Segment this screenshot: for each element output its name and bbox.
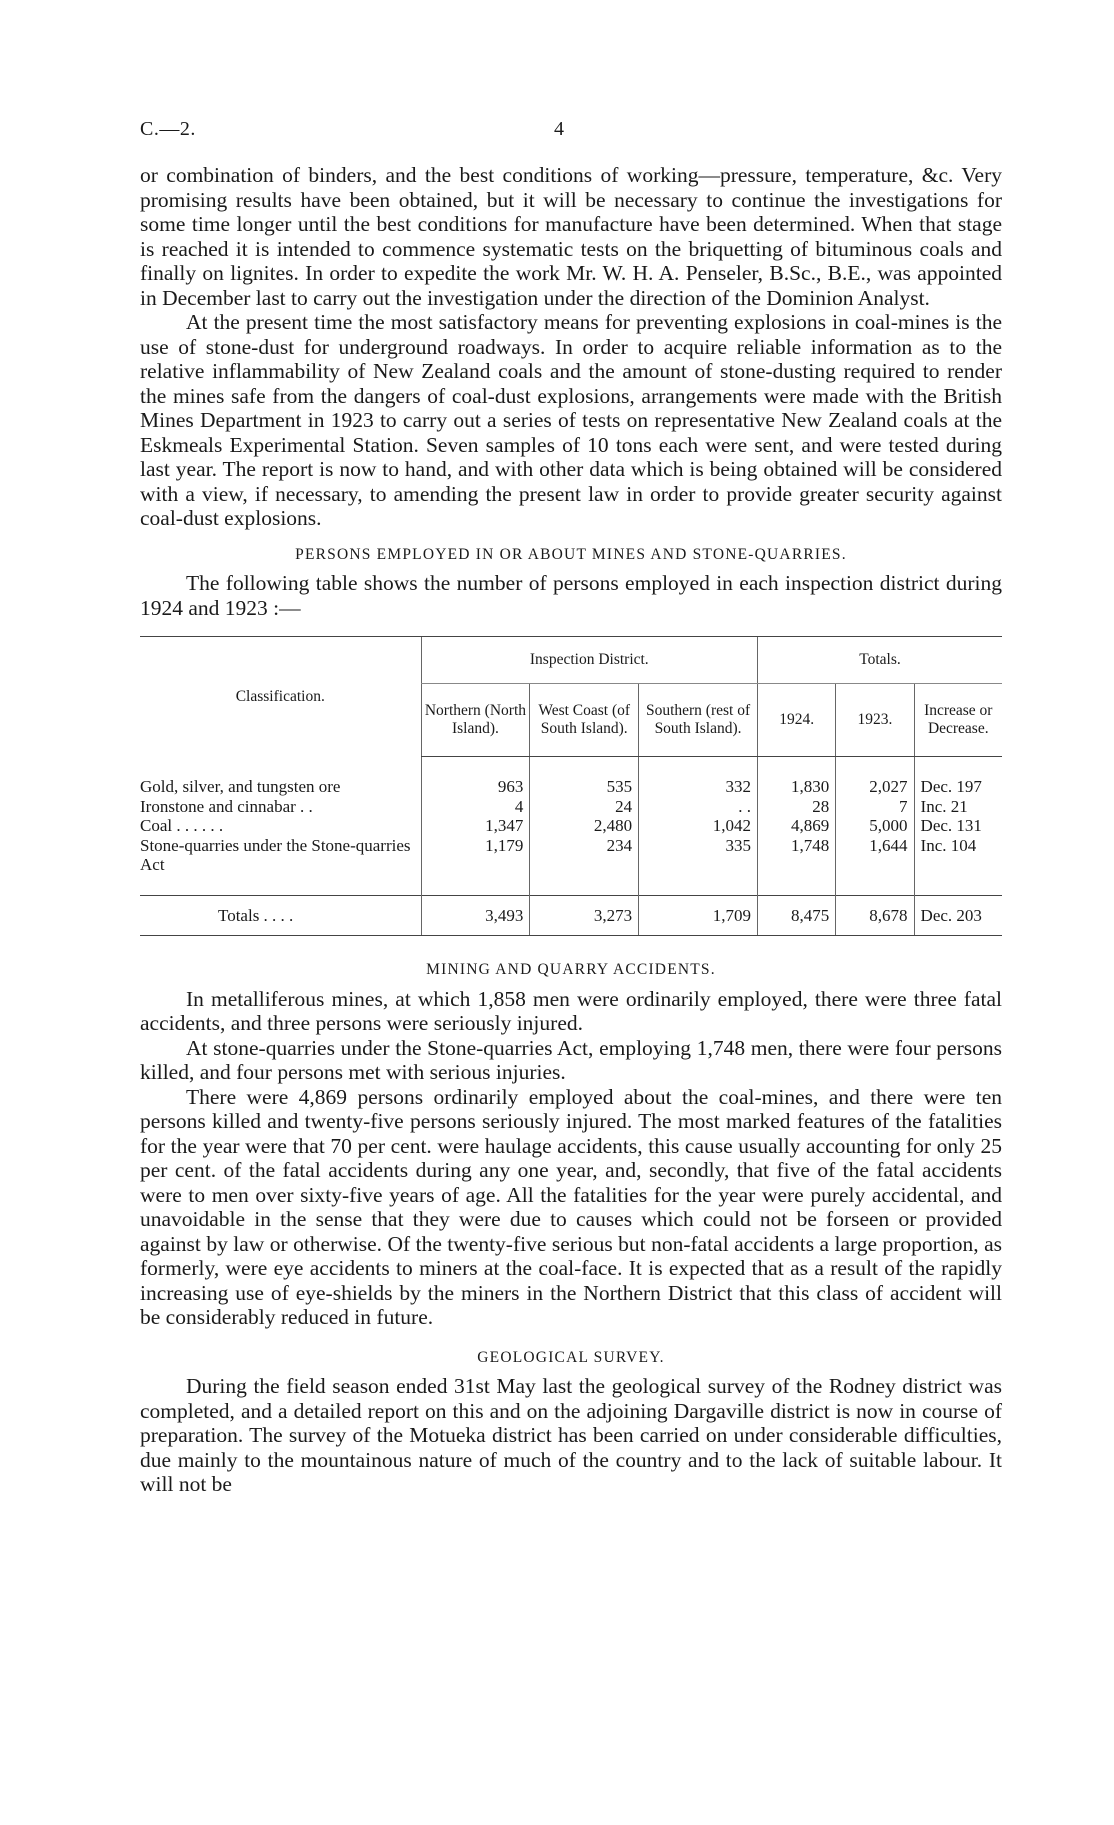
row-1924: 1,830 <box>758 757 836 797</box>
totals-west-coast: 3,273 <box>530 895 639 936</box>
page-number: 4 <box>554 118 565 140</box>
row-1924: 1,748 <box>758 836 836 896</box>
row-1923: 1,644 <box>836 836 914 896</box>
accidents-paragraph-3: There were 4,869 persons ordinarily employed about the coal-mines, and there were ten persons killed and twenty-five persons seriously injured. The most marked features of the fatalities for the year were that 70 per cent. were haulage accidents, this cause usually accounting for only 25 per cent. of the fatal accidents during any one year, and, secondly, that five of the fatal accidents were to men over sixty-five years of age. All the fatalities for the year were purely accidental, and unavoidable in the sense that they were due to causes which could not be forseen or provided against by law or otherwise. Of the twenty-five serious but non-fatal accidents a large proportion, as formerly, were eye accidents to miners at the coal-face. It is expected that as a result of the rapidly increasing use of eye-shields by the miners in the Northern District that this class of accident will be considerably reduced in future. <box>140 1084 1002 1329</box>
totals-1924: 8,475 <box>758 895 836 936</box>
row-classification: Stone-quarries under the Stone-quarries Act <box>140 835 411 874</box>
row-northern: 963 <box>421 757 530 797</box>
intro-paragraph-1: or combination of binders, and the best conditions of working—pressure, temperature, &c. Very promising results have been obtained, but it will be necessary to continue the investigations for some time longer until the best conditions for manufacture have been determined. When that stage is reached it is intended to commence systematic tests on the briquetting of bituminous coals and finally on lignites. In order to expedite the work Mr. W. H. A. Penseler, B.Sc., B.E., was appointed in December last to carry out the investigation under the direction of the Dominion Analyst. <box>140 163 1002 310</box>
year-1924-column-header: 1924. <box>758 684 836 757</box>
inspection-district-header: Inspection District. <box>421 637 757 684</box>
table-row <box>140 816 1002 836</box>
row-southern: 335 <box>639 836 758 896</box>
row-northern: 4 <box>421 797 530 817</box>
row-southern: 1,042 <box>639 816 758 836</box>
row-change: Dec. 197 <box>914 757 1002 797</box>
row-classification: Ironstone and cinnabar . . <box>140 796 313 816</box>
year-1923-column-header: 1923. <box>836 684 914 757</box>
table-row <box>140 797 1002 817</box>
row-change: Inc. 21 <box>914 797 1002 817</box>
intro-paragraph-2: At the present time the most satisfactory means for preventing explosions in coal-mines is the use of stone-dust for underground roadways. In order to acquire reliable information as to the relative inflammability of New Zealand coals and the amount of stone-dusting required to render the mines safe from the dangers of coal-dust explosions, arrangements were made with the British Mines Department in 1923 to carry out a series of tests on representative New Zealand coals at the Eskmeals Experimental Station. Seven samples of 10 tons each were sent, and were tested during last year. The report is now to hand, and with other data which is being obtained will be considered with a view, if necessary, to amending the present law in order to provide greater security against coal-dust explosions. <box>140 310 1002 530</box>
row-west-coast: 234 <box>530 836 639 896</box>
row-southern: . . <box>639 797 758 817</box>
southern-column-header: Southern (rest of South Island). <box>639 684 758 757</box>
row-change: Inc. 104 <box>914 836 1002 896</box>
row-northern: 1,179 <box>421 836 530 896</box>
row-classification: Gold, silver, and tungsten ore <box>140 776 341 796</box>
totals-change: Dec. 203 <box>914 895 1002 936</box>
totals-label: Totals . . . . <box>140 895 421 936</box>
geological-survey-paragraph: During the field season ended 31st May last the geological survey of the Rodney district was completed, and a detailed report on this and on the adjoining Dargaville district is now in course of preparation. The survey of the Motueka district has been carried on under considerable difficulties, due mainly to the mountainous nature of much of the country and to the lack of suitable labour. It will not be <box>140 1374 1002 1496</box>
classification-header: Classification. <box>140 637 421 757</box>
accidents-heading: MINING AND QUARRY ACCIDENTS. <box>426 961 716 978</box>
row-west-coast: 2,480 <box>530 816 639 836</box>
totals-southern: 1,709 <box>639 895 758 936</box>
table-row <box>140 836 1002 896</box>
totals-1923: 8,678 <box>836 895 914 936</box>
row-1923: 2,027 <box>836 757 914 797</box>
row-northern: 1,347 <box>421 816 530 836</box>
row-classification: Coal . . . . . . <box>140 816 224 835</box>
totals-northern: 3,493 <box>421 895 530 936</box>
accidents-paragraph-2: At stone-quarries under the Stone-quarries Act, employing 1,748 men, there were four persons killed, and four persons met with serious injuries. <box>140 1035 1002 1084</box>
change-column-header: Increase or Decrease. <box>914 684 1002 757</box>
northern-column-header: Northern (North Island). <box>421 684 530 757</box>
totals-row <box>140 895 1002 936</box>
row-1924: 28 <box>758 797 836 817</box>
persons-employed-table <box>140 636 1002 936</box>
row-west-coast: 535 <box>530 757 639 797</box>
row-west-coast: 24 <box>530 797 639 817</box>
west-coast-column-header: West Coast (of South Island). <box>530 684 639 757</box>
row-1924: 4,869 <box>758 816 836 836</box>
row-1923: 7 <box>836 797 914 817</box>
accidents-paragraph-1: In metalliferous mines, at which 1,858 men were ordinarily employed, there were three fatal accidents, and three persons were seriously injured. <box>140 986 1002 1035</box>
row-change: Dec. 131 <box>914 816 1002 836</box>
row-1923: 5,000 <box>836 816 914 836</box>
row-southern: 332 <box>639 757 758 797</box>
persons-employed-intro: The following table shows the number of persons employed in each inspection district during 1924 and 1923 :— <box>140 571 1002 620</box>
totals-group-header: Totals. <box>758 637 1002 684</box>
table-row <box>140 757 1002 797</box>
document-reference: C.—2. <box>140 118 196 140</box>
persons-employed-heading: PERSONS EMPLOYED IN OR ABOUT MINES AND STONE-QUARRIES. <box>295 545 847 563</box>
page-body <box>140 163 1002 1497</box>
geological-survey-heading: GEOLOGICAL SURVEY. <box>477 1348 665 1366</box>
